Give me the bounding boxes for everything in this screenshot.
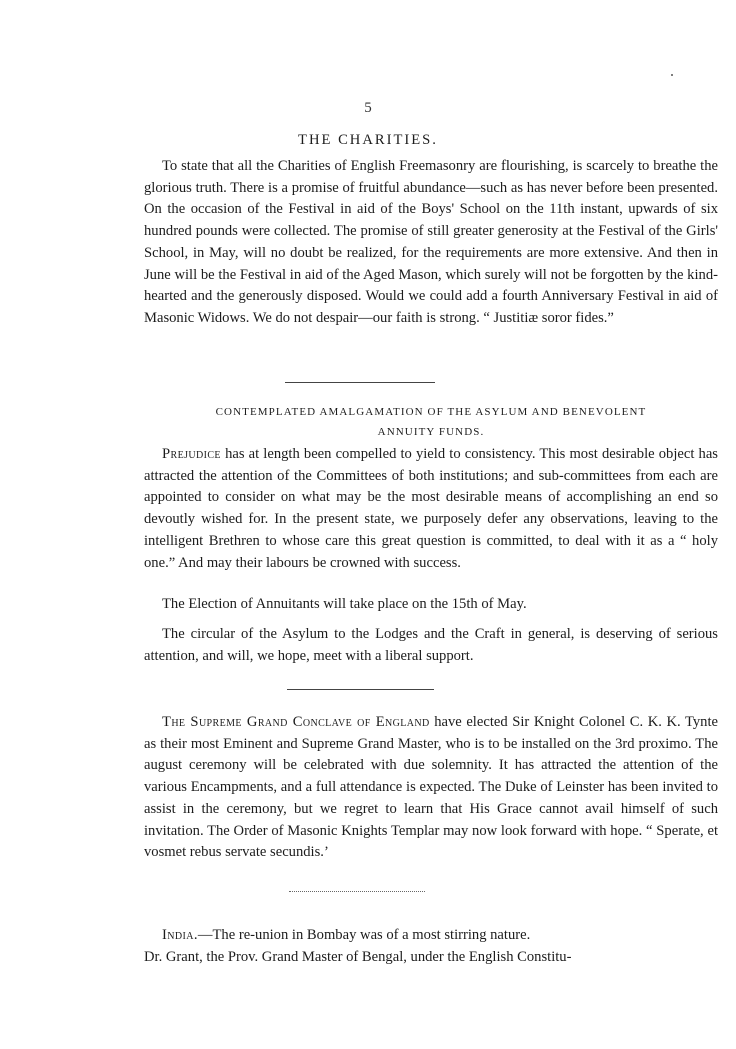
charities-title: THE CHARITIES.: [298, 132, 438, 148]
india-line-1: [144, 925, 718, 947]
conclave-paragraph: [144, 712, 718, 864]
prejudice-lead-word: Prejudice: [162, 446, 221, 462]
amalgamation-paragraph-3: The circular of the Asylum to the Lodges and the Craft in general, is deserving of serious attention, and will, we hope, meet with a liberal support.: [144, 626, 718, 664]
margin-speck: [671, 74, 673, 76]
conclave-lead-words: The Supreme Grand Conclave of England: [162, 714, 430, 730]
amalgamation-heading-line2: ANNUITY FUNDS.: [377, 426, 485, 438]
section-divider: [289, 891, 425, 892]
india-section: [144, 925, 718, 968]
charities-paragraph: To state that all the Charities of English Freemasonry are flourishing, is scarcely to breathe the glorious truth. There is a promise of fruitful abundance—such as has never before been presented. On the occasion of the Festival in aid of the Boys' School on the 11th instant, upwards of six hundred pounds were collected. The promise of still greater generosity at the Festival of the Girls' School, in May, will no doubt be realized, for the requirements are more extensive. And then in June will be the Festival in aid of the Aged Mason, which surely will not be forgotten by the kind-hearted and the generously disposed. Would we could add a fourth Anniversary Festival in aid of Masonic Widows. We do not despair—our faith is strong. “ Justitiæ soror fides.”: [144, 158, 718, 326]
amalgamation-paragraph-1-text: has at length been compelled to yield to consistency. This most desirable object has attracted the attention of the Committees of both institutions; and sub-committees from each are appointed to consider on what may be the most desirable means of accomplishing an end so devoutly wished for. In the present state, we purposely defer any observations, leaving to the intelligent Brethren to whose care this great question is committed, to deal with it as a “ holy one.” And may their labours be crowned with success.: [144, 446, 718, 571]
india-line-2: Dr. Grant, the Prov. Grand Master of Bengal, under the English Constitu-: [144, 948, 572, 965]
conclave-section: [144, 712, 718, 864]
conclave-paragraph-text: have elected Sir Knight Colonel C. K. K. Tynte as their most Eminent and Supreme Grand Master, who is to be installed on the 3rd proximo. The august ceremony will be celebrated with due solemnity. It has attracted the attention of the various Encampments, and a full attendance is expected. The Duke of Leinster has been invited to assist in the ceremony, but we regret to learn that His Grace cannot avail himself of such invitation. The Order of Masonic Knights Templar may now look forward with hope. “ Sperate, et vosmet rebus servate secundis.’: [144, 714, 718, 861]
annuitants-election: [144, 594, 718, 616]
amalgamation-paragraph-2: The Election of Annuitants will take place on the 15th of May.: [162, 596, 527, 612]
amalgamation-paragraph-1: [144, 444, 718, 574]
india-lead-word: India.: [162, 927, 198, 943]
india-line-1-text: —The re-union in Bombay was of a most stirring nature.: [197, 927, 531, 943]
amalgamation-section: [144, 444, 718, 574]
section-divider: [285, 382, 435, 383]
amalgamation-heading-line1: CONTEMPLATED AMALGAMATION OF THE ASYLUM AND BENEVOLENT: [215, 406, 647, 418]
asylum-circular: [144, 624, 718, 667]
charities-section: [144, 156, 718, 330]
section-divider: [287, 689, 434, 690]
page-number: 5: [364, 100, 372, 116]
amalgamation-heading: [144, 402, 718, 442]
